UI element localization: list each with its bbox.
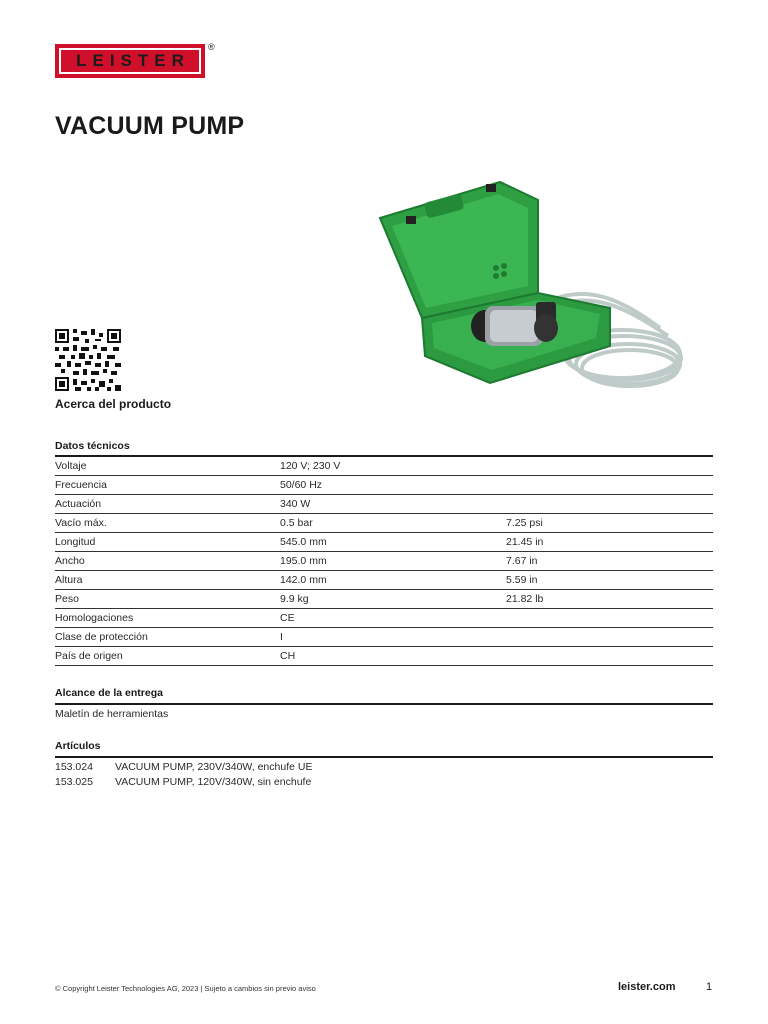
tech-row [55,551,713,570]
tech-value-cell: 50/60 Hz [280,478,323,491]
tech-alt-cell [506,646,713,665]
tech-alt-cell [506,627,713,646]
tech-label-cell: País de origen [55,649,123,662]
article-row [55,761,312,773]
tech-row [55,475,713,494]
articles-heading: Artículos [55,740,101,752]
tech-row [55,627,713,646]
tech-label-cell: Vacío máx. [55,516,107,529]
tech-value-cell: 545.0 mm [280,535,327,548]
tech-value-cell: 0.5 bar [280,516,313,529]
tech-label-cell: Voltaje [55,459,87,472]
copyright-text: © Copyright Leister Technologies AG, 2023 | Sujeto a cambios sin previo aviso [55,984,316,993]
tech-alt-cell [506,475,713,494]
tech-label-cell: Actuación [55,497,102,510]
registered-mark: ® [208,42,215,52]
article-row [55,776,311,788]
tech-row [55,532,713,551]
tech-label-cell: Peso [55,592,79,605]
tech-row [55,570,713,589]
tech-alt-cell: 21.82 lb [506,592,544,605]
articles-rule [55,756,713,758]
tech-value-cell: I [280,630,283,643]
about-product-label: Acerca del producto [55,397,172,411]
page-title: VACUUM PUMP [55,112,245,140]
delivery-heading: Alcance de la entrega [55,687,163,699]
tech-label-cell: Frecuencia [55,478,107,491]
tech-alt-cell: 7.25 psi [506,516,543,529]
tech-alt-cell [506,608,713,627]
tech-value-cell: 9.9 kg [280,592,309,605]
tech-row [55,494,713,513]
tech-value-cell: 120 V; 230 V [280,459,341,472]
website-link[interactable]: leister.com [618,981,676,993]
delivery-rule [55,703,713,705]
tech-label-cell: Altura [55,573,83,586]
tech-value-cell: 142.0 mm [280,573,327,586]
tech-label-cell: Clase de protección [55,630,148,643]
delivery-item: Maletín de herramientas [55,708,169,720]
tech-alt-cell: 5.59 in [506,573,538,586]
tech-row [55,646,713,665]
page-number: 1 [706,981,713,993]
logo-text: LEISTER [76,51,190,70]
tech-row [55,456,713,475]
tech-value-cell: CH [280,649,296,662]
tech-label-cell: Longitud [55,535,96,548]
qr-code-icon [55,329,121,391]
tech-label-cell: Homologaciones [55,611,134,624]
tech-data-heading: Datos técnicos [55,440,130,452]
tech-alt-cell [506,456,713,475]
tech-row [55,608,713,627]
tech-row [55,513,713,532]
product-image [370,178,690,418]
tech-label-cell: Ancho [55,554,85,567]
tech-alt-cell [506,494,713,513]
tech-alt-cell: 21.45 in [506,535,544,548]
tech-row [55,589,713,608]
article-number: 153.024 [55,761,93,773]
article-description: VACUUM PUMP, 120V/340W, sin enchufe [115,776,312,788]
article-number: 153.025 [55,776,93,788]
leister-logo [55,44,205,78]
article-description: VACUUM PUMP, 230V/340W, enchufe UE [115,761,313,773]
tech-value-cell: CE [280,611,295,624]
tech-value-cell: 340 W [280,497,311,510]
tech-alt-cell: 7.67 in [506,554,538,567]
tech-value-cell: 195.0 mm [280,554,327,567]
tech-data-table [55,455,713,666]
